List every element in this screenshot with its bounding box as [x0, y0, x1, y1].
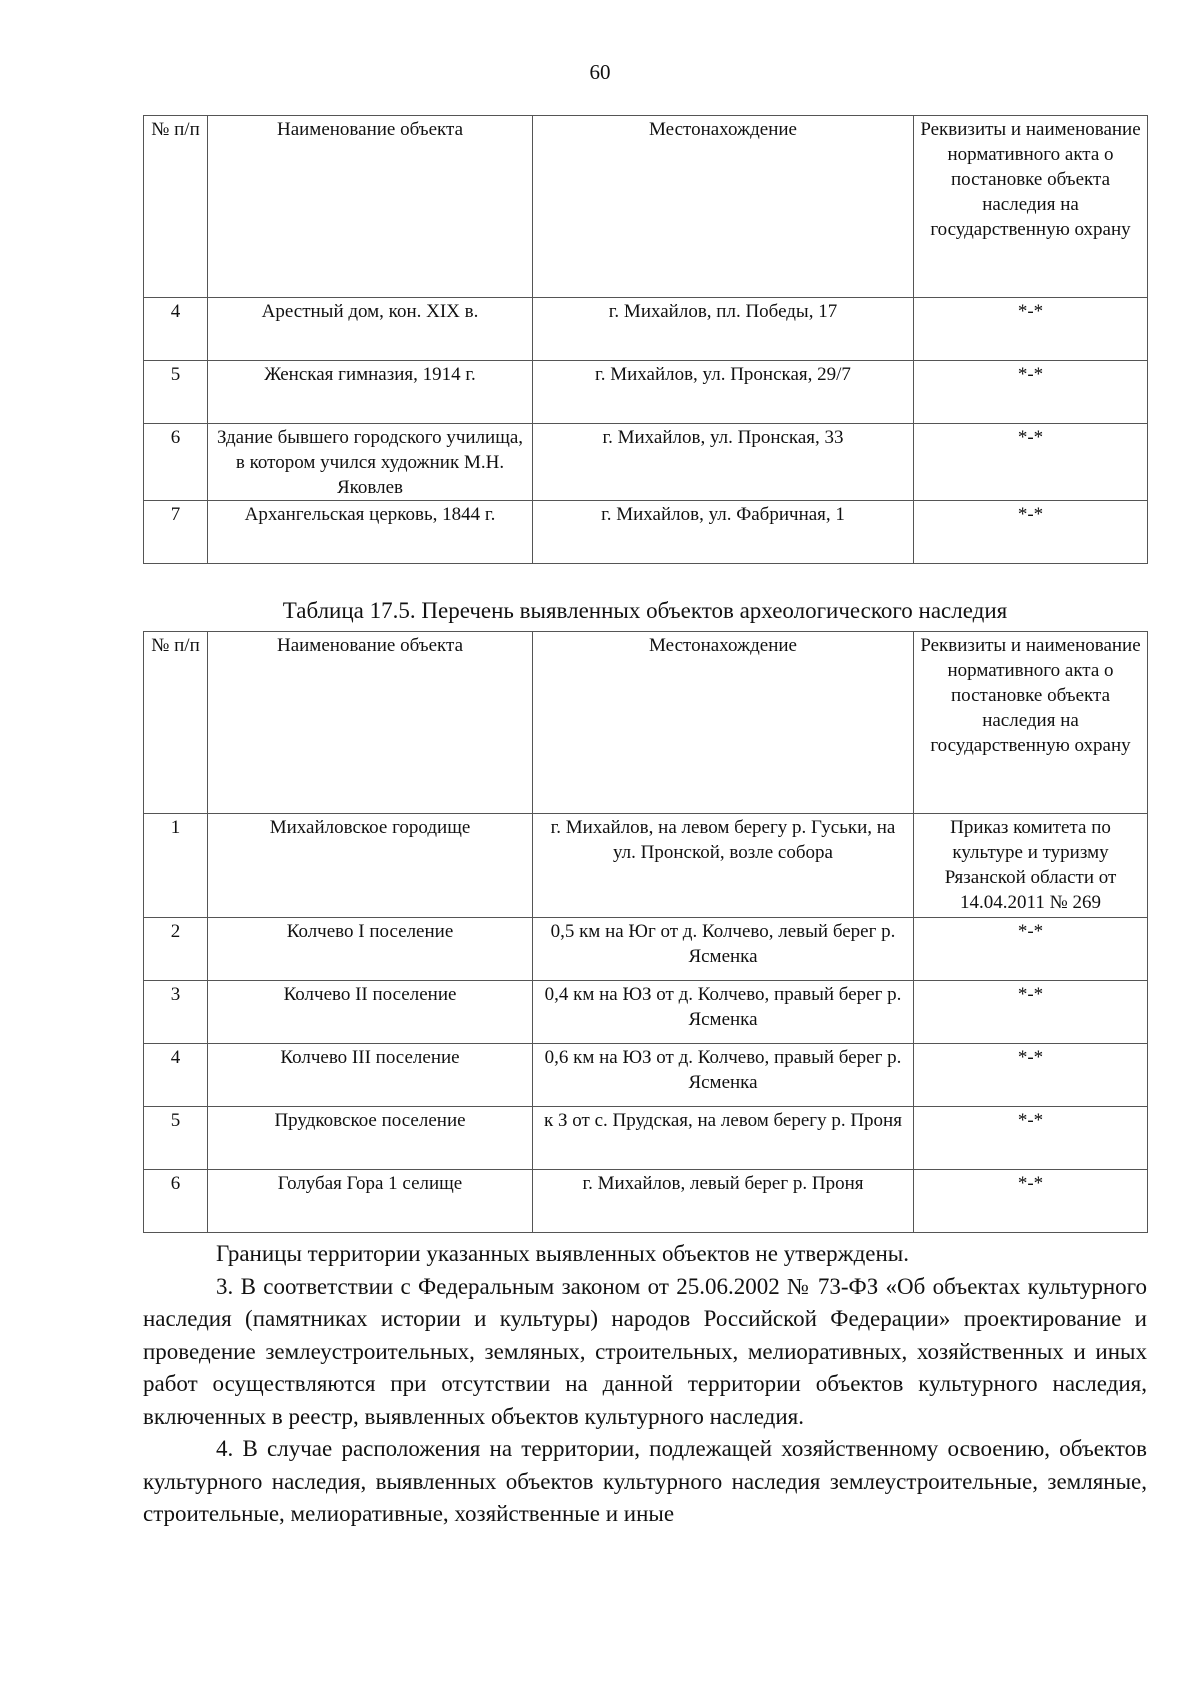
- cell-location: г. Михайлов, на левом берегу р. Гуськи, на ул. Пронской, возле собора: [533, 814, 914, 918]
- cell-legal-act: *-*: [914, 1107, 1148, 1170]
- cell-object-name: Прудковское поселение: [208, 1107, 533, 1170]
- cell-number: 6: [144, 1170, 208, 1233]
- cell-legal-act: *-*: [914, 361, 1148, 424]
- cell-legal-act: *-*: [914, 918, 1148, 981]
- header-number: № п/п: [144, 632, 208, 814]
- cell-location: г. Михайлов, левый берег р. Проня: [533, 1170, 914, 1233]
- header-legal-act: Реквизиты и наименование нормативного акта о постановке объекта наследия на государственную охрану: [914, 116, 1148, 298]
- cell-number: 4: [144, 298, 208, 361]
- cell-object-name: Михайловское городище: [208, 814, 533, 918]
- cell-location: 0,5 км на Юг от д. Колчево, левый берег р. Ясменка: [533, 918, 914, 981]
- table-row: [144, 814, 1148, 918]
- cell-legal-act: Приказ комитета по культуре и туризму Рязанской области от 14.04.2011 № 269: [914, 814, 1148, 918]
- table-row: [144, 1044, 1148, 1107]
- cell-number: 1: [144, 814, 208, 918]
- cell-location: г. Михайлов, ул. Фабричная, 1: [533, 501, 914, 564]
- table-row: [144, 298, 1148, 361]
- cell-location: г. Михайлов, ул. Пронская, 33: [533, 424, 914, 501]
- cell-legal-act: *-*: [914, 424, 1148, 501]
- paragraph-boundaries-note: Границы территории указанных выявленных объектов не утверждены.: [216, 1241, 909, 1266]
- table-header-row: [144, 632, 1148, 814]
- cell-object-name: Женская гимназия, 1914 г.: [208, 361, 533, 424]
- cell-location: 0,6 км на ЮЗ от д. Колчево, правый берег р. Ясменка: [533, 1044, 914, 1107]
- cell-number: 5: [144, 1107, 208, 1170]
- monuments-table-continued: [143, 115, 1148, 564]
- table-caption: Таблица 17.5. Перечень выявленных объектов археологического наследия: [282, 598, 1008, 623]
- table-row: [144, 501, 1148, 564]
- cell-number: 6: [144, 424, 208, 501]
- cell-number: 5: [144, 361, 208, 424]
- cell-location: к З от с. Прудская, на левом берегу р. Проня: [533, 1107, 914, 1170]
- cell-number: 3: [144, 981, 208, 1044]
- cell-object-name: Колчево III поселение: [208, 1044, 533, 1107]
- cell-location: г. Михайлов, пл. Победы, 17: [533, 298, 914, 361]
- table-header-row: [144, 116, 1148, 298]
- cell-legal-act: *-*: [914, 501, 1148, 564]
- header-number: № п/п: [144, 116, 208, 298]
- header-object-name: Наименование объекта: [208, 632, 533, 814]
- page-number: 60: [589, 60, 611, 84]
- paragraph-4: 4. В случае расположения на территории, подлежащей хозяйственному освоению, объектов культурного наследия, выявленных объектов культурного наследия землеустроительные, земляные, строительные, мелиоративные, хозяйственные и иные: [143, 1436, 1147, 1526]
- table-row: [144, 424, 1148, 501]
- header-object-name: Наименование объекта: [208, 116, 533, 298]
- table-row: [144, 981, 1148, 1044]
- cell-legal-act: *-*: [914, 1044, 1148, 1107]
- header-location: Местонахождение: [533, 116, 914, 298]
- archaeological-objects-table: [143, 631, 1148, 1233]
- table-row: [144, 1107, 1148, 1170]
- cell-object-name: Архангельская церковь, 1844 г.: [208, 501, 533, 564]
- cell-location: 0,4 км на ЮЗ от д. Колчево, правый берег р. Ясменка: [533, 981, 914, 1044]
- cell-object-name: Колчево I поселение: [208, 918, 533, 981]
- cell-object-name: Здание бывшего городского училища, в котором учился художник М.Н. Яковлев: [208, 424, 533, 501]
- cell-legal-act: *-*: [914, 981, 1148, 1044]
- header-location: Местонахождение: [533, 632, 914, 814]
- cell-number: 4: [144, 1044, 208, 1107]
- table-row: [144, 361, 1148, 424]
- header-legal-act: Реквизиты и наименование нормативного акта о постановке объекта наследия на государственную охрану: [914, 632, 1148, 814]
- table-row: [144, 918, 1148, 981]
- cell-legal-act: *-*: [914, 1170, 1148, 1233]
- cell-legal-act: *-*: [914, 298, 1148, 361]
- body-text: [143, 1238, 1147, 1531]
- cell-number: 7: [144, 501, 208, 564]
- paragraph-3: 3. В соответствии с Федеральным законом от 25.06.2002 № 73-ФЗ «Об объектах культурного наследия (памятниках истории и культуры) народов Российской Федерации» проектирование и проведение землеустроительных, земляных, строительных, мелиоративных, хозяйственных и иных работ осуществляются при отсутствии на данной территории объектов культурного наследия, включенных в реестр, выявленных объектов культурного наследия.: [143, 1273, 1147, 1429]
- cell-number: 2: [144, 918, 208, 981]
- cell-object-name: Арестный дом, кон. XIX в.: [208, 298, 533, 361]
- table-row: [144, 1170, 1148, 1233]
- cell-location: г. Михайлов, ул. Пронская, 29/7: [533, 361, 914, 424]
- cell-object-name: Голубая Гора 1 селище: [208, 1170, 533, 1233]
- cell-object-name: Колчево II поселение: [208, 981, 533, 1044]
